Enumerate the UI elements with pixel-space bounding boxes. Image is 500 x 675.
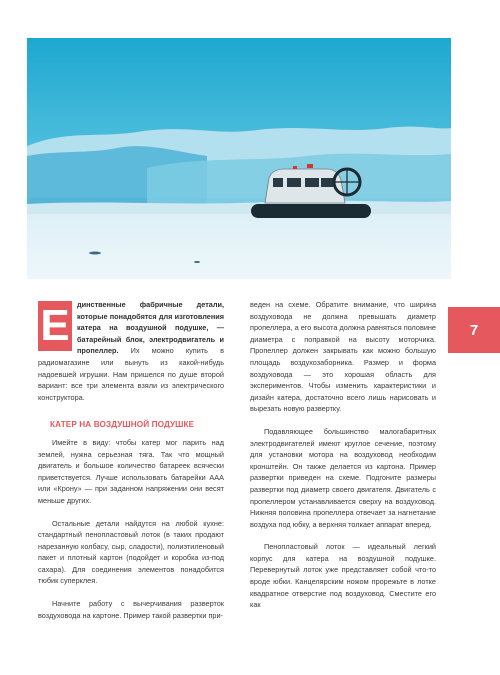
lead-bold-text: динственные фабричные детали, которые понадобятся для изготовления катера на воздушной подушке, — батарейный блок, электродвигатель и пропеллер.	[77, 300, 224, 356]
section-heading: КАТЕР НА ВОЗДУШНОЙ ПОДУШКЕ	[50, 420, 195, 430]
page-number-tab: 7	[448, 307, 500, 353]
left-column	[38, 299, 224, 632]
hovercraft-photo	[27, 38, 451, 279]
body-paragraph: Подавляющее большинство малогабаритных электродвигателей имеют круглое сечение, поэтому для установки мотора на воздуховод необходим кронштейн. Он также делается из картона. Пример развертки приведен на схеме. Подгоните размеры развертки под диаметр своего двигателя. Двигатель с пропеллером устанавливается сверху на воздуховод. Нижняя половина пропеллера отвечает за нагнетание воздуха под юбку, а верхняя толкает аппарат вперед.	[250, 426, 436, 529]
body-paragraph: Остальные детали найдутся на любой кухне: стандартный пенопластовый лоток (в таких продают нарезанную колбасу, сыр, сладости), полиэтиленовый пакет и плотный картон (подойдет и коробка из-под сахара). Для соединения элементов понадобится тюбик суперклея.	[38, 518, 224, 586]
lead-text: Их можно купить в радиомагазине или вынуть из какой-нибудь надоевшей игрушки. Нам пришелся по душе второй вариант: все три элемента взяли из электрического конструктора.	[38, 346, 224, 402]
body-paragraph: веден на схеме. Обратите внимание, что ширина воздуховода не должна превышать диаметр пропеллера, а его высота должна равняться половине диаметра с поправкой на высоту моторчика. Пропеллер должен закрывать как можно большую площадь воздухозаборника. Размер и форма воздуховода — это хорошая область для экспериментов. Чтобы изменить характеристики и дизайн катера, достаточно всего лишь нарисовать и вырезать новую развертку.	[250, 300, 436, 414]
body-paragraph: Начните работу с вычерчивания разверток воздуховода на картоне. Пример такой развертки при-	[38, 599, 224, 620]
body-paragraph: Имейте в виду: чтобы катер мог парить над землей, нужна серьезная тяга. Так что мощный двигатель и большое количество батареек всячески приветствуется. Лучше использовать батарейки ААА или «Крону» — при заданном напряжении они весят меньше других.	[38, 437, 224, 505]
drop-cap: Е	[38, 301, 72, 351]
right-column	[250, 299, 436, 622]
body-paragraph: Пенопластовый лоток — идеальный легкий корпус для катера на воздушной подушке. Перевернутый лоток уже представляет собой что-то вроде юбки. Канцелярским ножом прорежьте в лотке квадратное отверстие под воздуховод. Сместите его как	[250, 542, 436, 610]
lead-paragraph	[38, 299, 224, 403]
